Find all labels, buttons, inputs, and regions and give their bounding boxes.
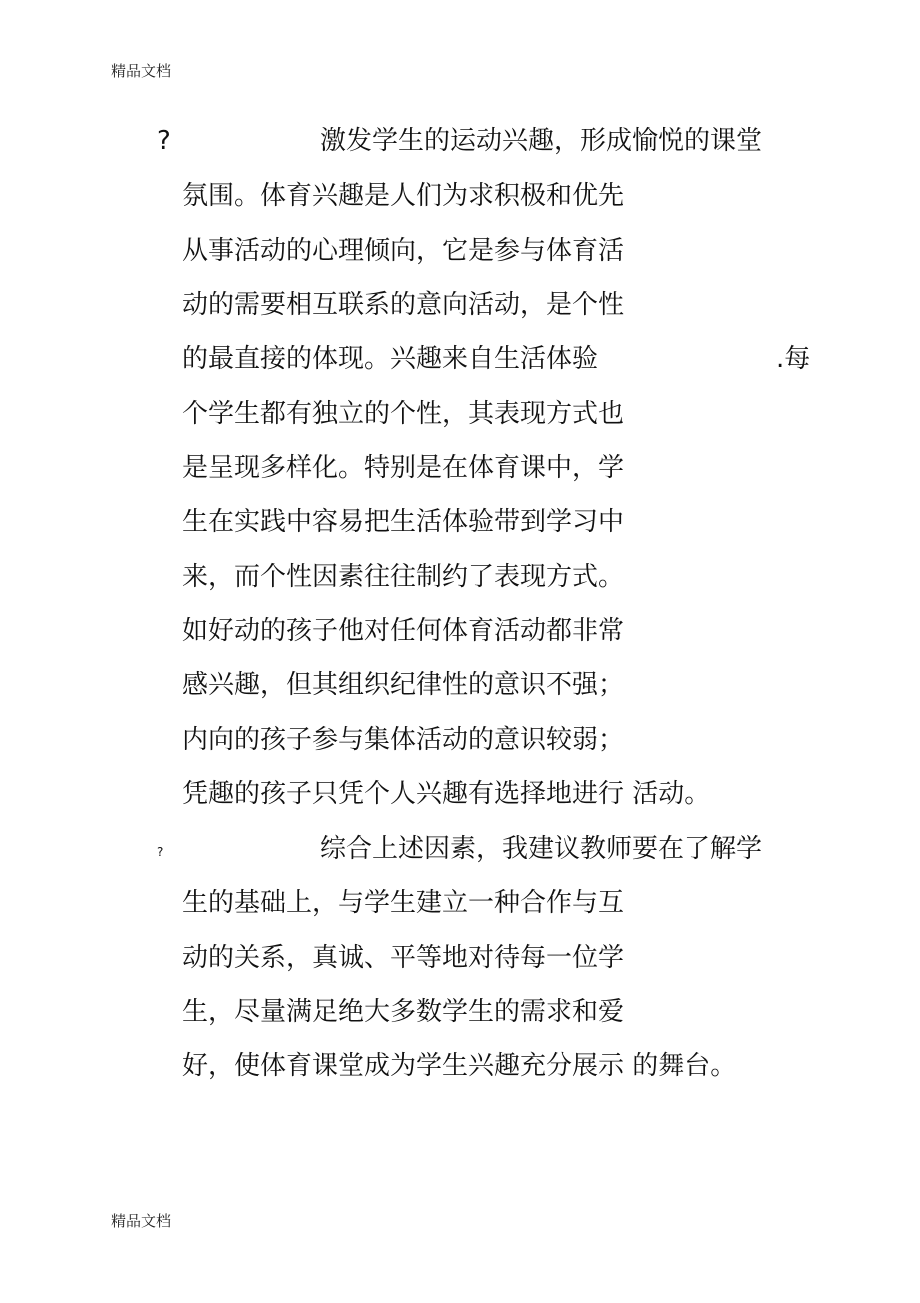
paragraph-line: 凭趣的孩子只凭个人兴趣有选择地进行 活动。 [182,779,711,809]
paragraph-line: 的最直接的体现。兴趣来自生活体验 [182,344,599,374]
paragraph-marker: ? [157,845,164,859]
paragraph-line: 生在实践中容易把生活体验带到学习中 [182,507,625,537]
paragraph-line: 感兴趣，但其组织纪律性的意识不强； [182,670,625,700]
paragraph-line: 氛围。体育兴趣是人们为求积极和优先 [182,181,625,211]
line-tail-text: .每 [776,344,811,374]
paragraph-line: 动的关系，真诚、平等地对待每一位学 [182,943,625,973]
paragraph-line: 是呈现多样化。特别是在体育课中，学 [182,453,625,483]
paragraph-line: 综合上述因素，我建议教师要在了解学 [320,834,763,864]
paragraph-line: 动的需要相互联系的意向活动，是个性 [182,290,625,320]
paragraph-line: 激发学生的运动兴趣，形成愉悦的课堂 [320,126,763,156]
page-header: 精品文档 [111,62,172,80]
paragraph-line: 好，使体育课堂成为学生兴趣充分展示 的舞台。 [182,1051,737,1081]
paragraph-line: 从事活动的心理倾向，它是参与体育活 [182,236,625,266]
paragraph-line: 内向的孩子参与集体活动的意识较弱； [182,725,625,755]
paragraph-marker: ? [157,126,171,156]
paragraph-line: 个学生都有独立的个性，其表现方式也 [182,399,625,429]
paragraph-line: 来，而个性因素往往制约了表现方式。 [182,562,625,592]
paragraph-line: 生，尽量满足绝大多数学生的需求和爱 [182,997,625,1027]
page-footer: 精品文档 [111,1212,172,1230]
paragraph-line: 生的基础上，与学生建立一种合作与互 [182,888,625,918]
paragraph-line: 如好动的孩子他对任何体育活动都非常 [182,616,625,646]
